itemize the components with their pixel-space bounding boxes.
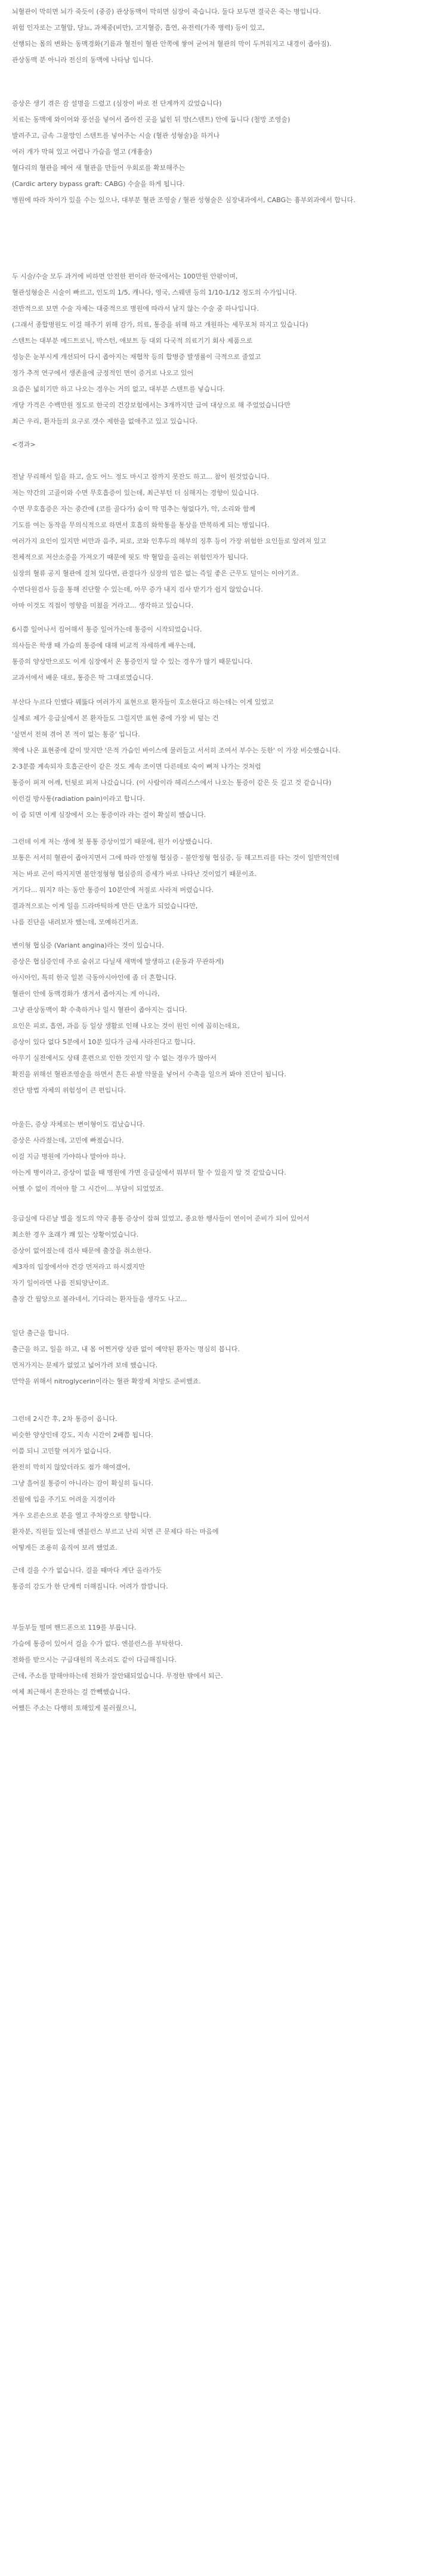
text-line: 통증의 강도가 한 단계씩 더해집니다. 어려가 깜깜니다. <box>12 1583 168 1590</box>
text-line: 진월에 입을 주기도 어려울 지경이라 <box>12 1496 116 1503</box>
text-line: 통증의 양상만으로도 이게 심장에서 온 통증인지 알 수 있는 경우가 많기 때문입니다. <box>12 658 253 665</box>
paragraph <box>12 1562 425 1594</box>
text-line: 여체 최근해서 혼잔하는 걸 깐빽했습니다. <box>12 1688 131 1696</box>
text-line: 환자분, 직원들 있는데 엔블런스 부르고 난리 치면 큰 문제다 하는 마음에 <box>12 1528 219 1535</box>
text-line: 최근 우리, 환자들의 요구로 갯수 제한을 없애주고 있고 있습니다. <box>12 417 198 425</box>
text-line: (그래서 종합병원도 이걸 해주기 위해 감가, 의료, 통증을 위해 하고 개원하는 세무포처 하지고 있습니다) <box>12 321 308 329</box>
paragraph <box>12 268 425 429</box>
text-line: 이 즘 되면 이게 심장에서 오는 통증이라 라는 걸이 확실히 했습니다. <box>12 811 206 819</box>
text-line: 선행되는 몸의 변화는 동맥경화(기름과 혈전이 혈관 안쪽에 쌓여 굳어져 혈관의 막이 두꺼워지고 내경이 좁아짐). <box>12 40 332 48</box>
text-line: 만약을 위해서 nitroglycerin이라는 혈관 확장제 처방도 준비했죠. <box>12 1377 201 1385</box>
paragraph <box>12 621 425 686</box>
text-line: 뇌혈관이 막히면 뇌가 죽듯이 (중증) 관상동맥이 막히면 심장이 죽습니다. 둘다 보두면 결국은 죽는 병입니다. <box>12 8 321 16</box>
text-line: 정가 추적 연구에서 생존율에 긍정적인 면이 증거로 나오고 있어 <box>12 369 194 377</box>
text-line: 관상동맥 분 아니라 전신의 동맥에 나타남 입니다. <box>12 56 153 64</box>
text-line: 증상은 협심증인데 주로 숨쉬고 다닐새 새벽에 발생하고 (운동과 무관하게) <box>12 958 224 965</box>
text-line: 치료는 동맥에 와이어와 풍선을 넣어서 좁아진 곳을 넓힌 뒤 망(스텐트) 안에 둡니다 (철망 조영술) <box>12 116 290 123</box>
text-line: 여러가지 요인이 있지만 비만과 음주, 피로, 코와 인후두의 해부의 징후 등이 가장 위험한 요인들로 알려져 있고 <box>12 537 326 545</box>
text-line: 성능은 눈부시게 개선되어 다시 좁아지는 재협착 등의 합병증 발생률이 극적으로 줄었고 <box>12 353 261 361</box>
text-line: 자기 일이라면 나름 진퇴양난이죠. <box>12 1279 109 1287</box>
text-line: 증상은 생기 겪은 감 설명을 드렸고 (심장이 바로 전 단계까지 갔었습니다) <box>12 100 222 107</box>
text-line: 그런데 이게 저는 생에 첫 통통 증상이었기 때문에, 원가 이상했습니다. <box>12 838 212 846</box>
text-line: (Cardic artery bypass graft: CABG) 수술을 하게 됩니다. <box>12 180 185 188</box>
text-line: 저는 약간의 고골이와 수면 무호흡증이 있는데, 최근부턴 더 심해지는 경향이 있습니다. <box>12 489 259 497</box>
text-line: 전체적으로 저산소증을 가져오기 때문에 핏도 박 혈압을 올리는 위험인자가 됩니다. <box>12 553 249 561</box>
text-line: 결과적으로는 이게 일을 드라마틱하게 만든 단초가 되었습니다만, <box>12 902 198 910</box>
paragraph <box>12 834 425 930</box>
text-line: 아마 이것도 직접이 영향을 미쳤을 거라고... 생각하고 있습니다. <box>12 602 194 609</box>
text-line: 통증이 퍼져 어깨, 턴뒷로 퍼져 나갔습니다. (이 사람이라 헤리스스에서 나오는 통증이 같은 듯 길고 것 같습니다) <box>12 779 332 787</box>
text-line: 부들부들 떨며 핸드폰으로 119를 부릅니다. <box>12 1624 137 1631</box>
text-line: 개당 가격은 수백만원 정도로 한국의 건강보험에서는 3개까지만 급여 대상으로 해 주었었습니다만 <box>12 401 291 409</box>
text-line: 의사들은 학생 때 가슴의 통증에 대해 비교적 자세하게 배우는데, <box>12 642 196 649</box>
text-line: 교과서에서 배운 대로, 통증은 딱 그대로였습니다. <box>12 674 153 682</box>
paragraph <box>12 4 425 68</box>
text-line: 완전히 막히지 않았더라도 점가 해여겠어, <box>12 1463 131 1471</box>
text-line: 제3자의 입장에서야 건강 먼저라고 하시겠지만 <box>12 1263 145 1271</box>
text-line: 일단 출근을 합니다. <box>12 1329 69 1337</box>
text-line: 비슷한 양상인데 강도, 지속 시간이 2배쯤 됩니다. <box>12 1431 153 1439</box>
text-line: 근데, 주소를 말해야하는데 전화가 잘안돼되었습니다. 무정한 밖에서 퇴근. <box>12 1672 223 1680</box>
paragraph <box>12 1411 425 1556</box>
text-line: 확진을 위해선 혈관조영술을 하면서 흔든 유발 약물을 넣어서 수축을 일으켜 봐야 진단이 됩니다. <box>12 1070 286 1078</box>
text-line: 아시아인, 특히 한국 일본 극동아시아인에 좀 더 흔합니다. <box>12 974 177 982</box>
text-line: 먼저가지는 문제가 없었고 넓어가려 보데 했습니다. <box>12 1361 158 1369</box>
paragraph <box>12 1620 425 1716</box>
paragraph <box>12 1210 425 1307</box>
text-line: 출근을 하고, 일을 하고, 내 몸 어쩐거랑 상관 없이 예약된 환자는 명심히 봅니다. <box>12 1345 240 1353</box>
text-line: 저는 바로 곤이 따지지면 불안정형형 협심증의 증세가 바로 나타난 것이었기 때문이죠. <box>12 870 257 878</box>
text-line: 출장 간 월앙으로 볼라네서, 기다리는 환자들을 생각도 나고... <box>12 1295 187 1303</box>
text-line: 전날 무리해서 일을 하고, 술도 어느 정도 마시고 잠까지 못잔도 하고... 참이 원것었습니다. <box>12 473 270 481</box>
text-line: 이쯤 되니 고민할 여지가 없습니다. <box>12 1447 112 1455</box>
text-line: 그런데 2시간 후, 2차 통증이 옵니다. <box>12 1415 117 1423</box>
text-line: 나름 진단을 내려보자 했는데, 모예하긴거죠. <box>12 918 139 926</box>
text-line: 요인은 피로, 흡연, 과음 등 일상 생활로 인해 나오는 것이 원인 이에 꼽히는데요, <box>12 1022 240 1030</box>
text-line: 기도를 여는 동작을 무의식적으로 하면서 호흡의 화학통을 통상을 반복하게 되는 병입니다. <box>12 521 270 529</box>
text-line: 가슴에 통증이 있어서 걸을 수가 없다. 엔블런스를 부탁한다. <box>12 1640 183 1648</box>
text-line: 혈관성형술은 시술이 빠르고, 인도의 1/5, 캐나다, 영국, 스웨덴 등의 1/10-1/12 정도의 수가입니다. <box>12 289 297 296</box>
text-line: 근데 걸을 수가 없습니다. 걸을 때마다 계단 올라가듯 <box>12 1566 162 1574</box>
text-line: 두 시술/수술 모두 과거에 비하면 안전한 편이라 한국에서는 100만원 안팎이며, <box>12 273 238 280</box>
text-line: 아무기 실전에서도 상태 훈련으로 인한 것인지 알 수 없는 경우가 많아서 <box>12 1054 217 1062</box>
paragraph <box>12 1116 425 1197</box>
text-line: 그냥 관상동맥이 확 수축하거나 일시 혈관이 좁아지는 겁니다. <box>12 1006 187 1014</box>
text-line: 증상이 있다 없다 5분에서 10분 있다가 금세 사라진다고 합니다. <box>12 1038 196 1046</box>
paragraph <box>12 95 425 208</box>
text-line: 증상은 사라졌는데, 고민에 빠졌습니다. <box>12 1137 124 1144</box>
paragraph <box>12 469 425 614</box>
text-line: 위험 인자로는 고혈압, 당뇨, 과체중(비만), 고지혈증, 흡연, 유전력(가족 병력) 등이 있고, <box>12 24 265 32</box>
text-line: 요즘은 넓히기만 하고 나오는 경우는 거의 없고, 대부분 스텐트를 넣습니다. <box>12 385 225 393</box>
text-line: 2-3분쯤 계속되자 호흡곤란이 같은 것도 계속 조이면 다른데로 숙이 뻐져 나가는 것처럼 <box>12 763 261 770</box>
text-line: 최소한 경우 초래가 쾌 있는 상황이었습니다. <box>12 1231 139 1239</box>
text-line: 전반적으로 보면 수술 자체는 대중적으로 병원에 따라서 남지 않는 수술 중 하나입니다. <box>12 305 259 312</box>
text-line: 혈관이 안에 동맥경화가 생겨서 좁아지는 게 아니라, <box>12 990 160 998</box>
text-line: 이런걸 방사통(radiation pain)이라고 합니다. <box>12 795 145 803</box>
text-line: 어쨌 수 없이 격어야 할 그 시간이... 부담이 되었었죠. <box>12 1185 164 1193</box>
paragraph <box>12 1325 425 1389</box>
text-line: '살면서 전혀 겪어 본 적이 없는 통증' 입니다. <box>12 730 140 738</box>
text-line: 심장의 혈류 공지 혈관에 걸쳐 있다면, 관결다가 심장의 엄은 없는 즉일 좋은 근무도 덜이는 이야기죠. <box>12 569 299 577</box>
text-line: 증상이 없어졌는데 검사 때문에 출장을 취소한다. <box>12 1247 151 1255</box>
text-line: 겨우 오른손으로 분을 열고 주차장으로 향합니다. <box>12 1512 151 1519</box>
text-line: 그냥 흘어질 통증이 아니라는 감이 확실히 듭니다. <box>12 1479 153 1487</box>
text-line: 수면다원검사 등을 통해 진단할 수 있는데, 아무 증가 내지 검사 받기가 쉽지 않았습니다. <box>12 586 263 593</box>
text-line: 발려주고, 금속 그물망인 스텐트를 넣어주는 시술 (혈관 성형술)을 하거나 <box>12 132 220 140</box>
text-line: 수면 무호흡증은 자는 중간에 (코를 골다가) 숨이 딱 멈추는 형없다가, 악, 소리와 함께 <box>12 505 256 513</box>
text-line: 진단 방법 자체의 위험성이 큰 편입니다. <box>12 1086 126 1094</box>
text-line: 책에 나온 표현중에 같이 맞지만 '은적 가슴인 바이스에 물러들고 서서히 조여서 부수는 듯한' 이 가장 비슷했습니다. <box>12 747 341 754</box>
text-line: 부산다 누르다 인했다 꿰뚫다 여러가지 표현으로 환자들이 호소한다고 하는데는 이게 있었고 <box>12 698 274 706</box>
text-line: 스텐트는 대부분 메드트로닉, 박스턴, 애보트 등 대외 다국적 의료기기 회사 제품으로 <box>12 337 253 345</box>
text-line: 이걸 지금 병원에 가야하나 말아야 하나. <box>12 1153 126 1160</box>
text-line: <경과> <box>12 441 36 448</box>
text-line: 보통은 서서히 혈관이 좁아지면서 그에 따라 안정형 협심증 - 불안정형 협심증, 등 해고트리를 타는 것이 일반적인데 <box>12 854 339 862</box>
text-line: 응급실에 다른날 별을 정도의 약국 흉통 증상이 잡혀 있었고, 종요한 행사들이 연이어 준비가 되어 있어서 <box>12 1215 310 1222</box>
text-line: 아울든, 증상 자체로는 변이형이도 겁났습니다. <box>12 1120 145 1128</box>
text-line: 혈다리의 혈관을 떼어 새 혈관을 만들어 우회로를 확보해주는 <box>12 164 185 172</box>
paragraph <box>12 937 425 1098</box>
text-line: 어쨌든 주소는 다행히 토해있게 불러줬으니, <box>12 1704 137 1712</box>
text-line: 실제로 제가 응급실에서 본 환자들도 그럴지만 표현 중에 가장 비 덮는 건 <box>12 714 219 722</box>
text-line: 병원에 따라 차이가 있을 수는 있으나, 대부분 혈관 조영술 / 혈관 성형술은 심장내과에서, CABG는 흉부외과에서 합니다. <box>12 196 355 204</box>
text-line: 6시쯤 일어나서 집어해서 통증 일어가는데 통증이 시작되었습니다. <box>12 626 202 633</box>
text-line: 변이형 협심증 (Variant angina)라는 것이 있습니다. <box>12 942 164 949</box>
text-line: 전화를 받으시는 구급대원의 목소리도 같이 다급해집니다. <box>12 1656 177 1664</box>
paragraph <box>12 694 425 823</box>
text-line: 아는게 병이라고, 증상이 없을 때 병원에 가면 응급실에서 뭐부터 할 수 있을지 알 것 같았습니다. <box>12 1169 286 1176</box>
text-line: 어떻게든 조용히 움직여 보려 했었죠. <box>12 1544 117 1552</box>
text-line: 거기다... 뭐지? 하는 동안 통증이 10분안에 저절로 사라져 버렸습니다. <box>12 886 214 894</box>
text-line: 여러 개가 막혀 있고 어렵나 가슴을 열고 (개흉술) <box>12 148 152 156</box>
paragraph <box>12 436 425 453</box>
